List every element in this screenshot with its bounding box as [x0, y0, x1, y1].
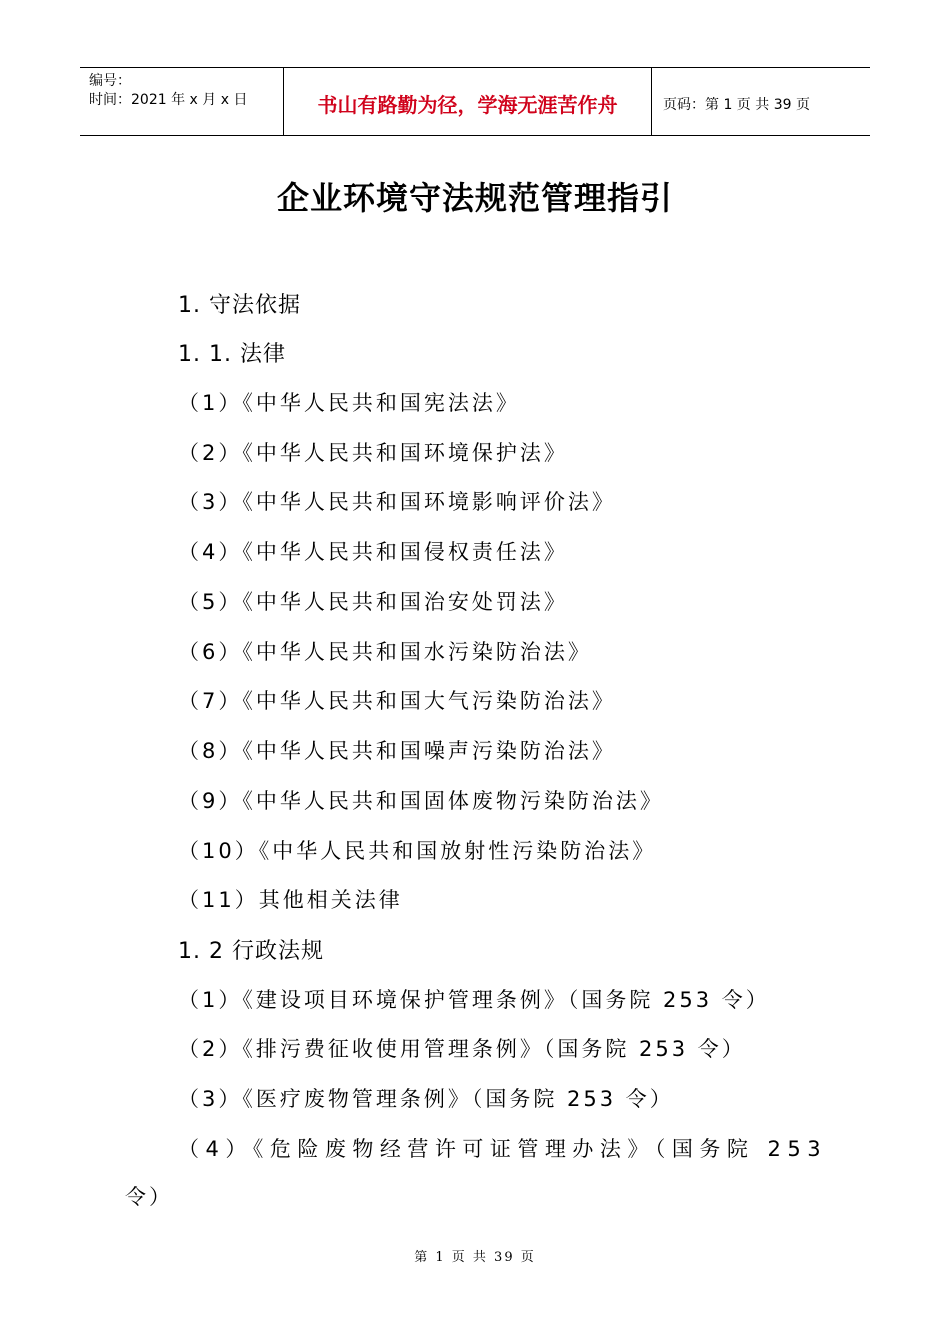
list-item-continuation: 令） [125, 1185, 173, 1209]
header-number-label: 编号： [89, 73, 131, 89]
list-item: （1）《中华人民共和国宪法法》 [178, 391, 520, 415]
page-footer: 第 1 页 共 39 页 [414, 1250, 536, 1265]
subsection-heading: 1. 2 行政法规 [178, 939, 324, 964]
list-item: （3）《中华人民共和国环境影响评价法》 [178, 490, 616, 514]
list-item: （9）《中华人民共和国固体废物污染防治法》 [178, 789, 664, 813]
list-item: （5）《中华人民共和国治安处罚法》 [178, 590, 568, 614]
section-heading: 1. 守法依据 [178, 293, 301, 318]
list-item: （3）《医疗废物管理条例》（国务院 253 令） [178, 1087, 674, 1111]
subsection-heading: 1. 1. 法律 [178, 342, 286, 367]
list-item: （4）《中华人民共和国侵权责任法》 [178, 540, 568, 564]
header-page-info: 页码：第 1 页 共 39 页 [663, 96, 810, 113]
list-item: （8）《中华人民共和国噪声污染防治法》 [178, 739, 616, 763]
list-item: （11）其他相关法律 [178, 888, 403, 912]
list-item: （6）《中华人民共和国水污染防治法》 [178, 640, 592, 664]
page-header [80, 67, 870, 136]
list-item: （10）《中华人民共和国放射性污染防治法》 [178, 839, 657, 863]
header-time-label: 时间：2021 年 x 月 x 日 [89, 92, 248, 108]
list-item: （1）《建设项目环境保护管理条例》（国务院 253 令） [178, 988, 770, 1012]
header-meta [80, 68, 283, 135]
list-item: （2）《排污费征收使用管理条例》（国务院 253 令） [178, 1037, 746, 1061]
list-item: （2）《中华人民共和国环境保护法》 [178, 441, 568, 465]
list-item: （4）《危险废物经营许可证管理办法》（国务院 253 [178, 1137, 828, 1161]
list-item: （7）《中华人民共和国大气污染防治法》 [178, 689, 616, 713]
document-title: 企业环境守法规范管理指引 [276, 179, 673, 217]
header-motto: 书山有路勤为径，学海无涯苦作舟 [283, 68, 652, 135]
